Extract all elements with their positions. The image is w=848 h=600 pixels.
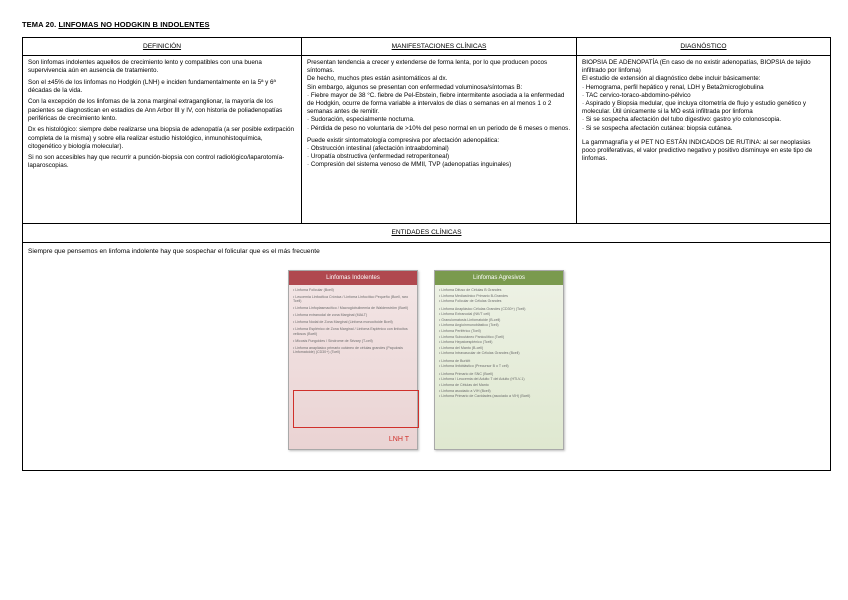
diagnostico-line: · TAC cervico-toraco-abdomino-pélvico <box>582 91 691 99</box>
manifestaciones-line: · Fiebre mayor de 38 °C. fiebre de Pel-Ebstein, fiebre intermitente asociada a la enfermedad de Hodgkin, ocurre de forma variable a intervalos de días o semanas en al menos 1 o 2 semanas antes de remitir. <box>307 91 565 116</box>
aggressive-item: • Linfoma Angioinmunoblástico (Tcell) <box>439 323 499 328</box>
diagnostico-line: El estudio de extensión al diagnóstico debe incluir básicamente: <box>582 75 761 83</box>
manifestaciones-line: · Uropatía obstructiva (enfermedad retroperitoneal) <box>307 153 450 161</box>
lnh-t-highlight-box <box>293 390 419 428</box>
indolent-item: • Linfoma Nodal de Zona Marginal (Linfoma monocitoide Bcell) <box>293 320 393 325</box>
aggressive-item: • Linfoma / Leucemia del Adulto T del Adulto (HTLV-1) <box>439 377 525 382</box>
manifestaciones-line: Sin embargo, algunos se presentan con enfermedad voluminosa/síntomas B: <box>307 83 523 91</box>
page-title-topic: LINFOMAS NO HODGKIN B INDOLENTES <box>58 20 210 29</box>
indolent-item: • Linfoma extranodal de zona Marginal (MALT) <box>293 313 368 318</box>
indolent-item: • Linfoma Folicular (Bcell) <box>293 288 334 292</box>
header-definicion: DEFINICIÓN <box>23 38 302 56</box>
entidades-header: ENTIDADES CLÍNICAS <box>23 224 831 243</box>
indolent-item: • Leucemia Linfocítica Crónica / Linfoma Linfocítico Pequeño (Bcell, raro Tcell) <box>293 295 409 304</box>
indolent-item: • Micosis Fungoides / Síndrome de Sézary (T-cell) <box>293 338 373 343</box>
aggressive-item: • Linfoma Mediastínico Primario B-Grandes <box>439 293 508 298</box>
aggressive-item: • Linfoma Periférico (Tcell) <box>439 328 481 333</box>
aggressive-item: • Linfoma de Burkitt <box>439 358 471 363</box>
manifestaciones-cell <box>302 56 577 224</box>
entidades-cell <box>23 243 831 471</box>
indolent-lymphomas-panel <box>288 270 418 450</box>
manifestaciones-line: · Obstrucción intestinal (afectación intraabdominal) <box>307 145 449 153</box>
definicion-cell <box>23 56 302 224</box>
aggressive-lymphomas-panel <box>434 270 564 450</box>
diagnostico-line: BIOPSIA DE ADENOPATÍA (En caso de no existir adenopatías, BIOPSIA de tejido infiltrado por linfoma) <box>582 59 811 75</box>
aggressive-item: • Linfoma Subcutáneo Paniculítico (Tcell) <box>439 334 505 339</box>
aggressive-item: • Linfoma Folicular de Células Grandes <box>439 299 502 304</box>
diagnostico-cell <box>577 56 831 224</box>
manifestaciones-line: De hecho, muchos ptes están asintomáticos al dx. <box>307 75 448 83</box>
page-title <box>22 20 210 29</box>
definicion-paragraph: Dx es histológico: siempre debe realizarse una biopsia de adenopatía (a ser posible extirpación completa de la misma) y sobre ella realizar estudio histológico, inmunohistoquímica, citogenético y biología molecular). <box>28 126 295 150</box>
aggressive-item: • Linfoma Extranodal (NK/T cell) <box>439 312 491 317</box>
aggressive-item: • Linfoma asociado a VIH (Bcell) <box>439 388 491 393</box>
aggressive-item: • Linfoma linfoblástico (Precursor B o T cell) <box>439 364 509 369</box>
page-title-prefix: TEMA 20. <box>22 20 59 29</box>
indolent-item: • Linfoma Esplénico de Zona Marginal / Linfoma Esplénico con linfocitos vellosos (Bcell) <box>293 327 408 336</box>
definicion-paragraph: Con la excepción de los linfomas de la zona marginal extraganglionar, la mayoría de los pacientes se diagnostican en estadios de Ann Arbor III y IV, con historia de poliadenopatías periféricas de crecimiento lento. <box>28 98 283 122</box>
diagnostico-line: · Si se sospecha afectación cutánea: biopsia cutánea. <box>582 124 733 132</box>
manifestaciones-line: Puede existir sintomatología compresiva por afectación adenopática: <box>307 136 500 144</box>
aggressive-item: • Linfoma del Manto (B-cell) <box>439 345 484 350</box>
lymphoma-classification-figure <box>288 270 568 450</box>
diagnostico-line: La gammagrafía y el PET NO ESTÁN INDICADOS DE RUTINA: al ser neoplasias poco proliferativas, el valor predictivo negativo y positivo disminuye en este tipo de linfomas. <box>582 138 813 163</box>
manifestaciones-line: · Compresión del sistema venoso de MMII, TVP (adenopatías inguinales) <box>307 161 512 169</box>
aggressive-item: • Linfoma Hepatoesplénico (Tcell) <box>439 340 493 345</box>
header-diagnostico: DIAGNÓSTICO <box>577 38 831 56</box>
indolent-item: • Linfoma Linfoplasmacítico / Macroglobulinemia de Waldenström (Bcell) <box>293 306 409 311</box>
aggressive-item: • Linfoma Primario de Cavidades (asociado a VIH) (Bcell) <box>439 394 531 399</box>
aggressive-item: • Linfoma Intravascular de Células Grandes (Bcell) <box>439 351 520 356</box>
aggressive-item: • Linfoma Difuso de Células B Grandes <box>439 288 502 292</box>
header-manifestaciones: MANIFESTACIONES CLÍNICAS <box>302 38 577 56</box>
manifestaciones-line: · Sudoración, especialmente nocturna. <box>307 116 415 124</box>
aggressive-panel-title: Linfomas Agresivos <box>435 271 563 285</box>
aggressive-item: • Granulomatosis Linfomatoide (B-cell) <box>439 317 501 322</box>
summary-table <box>22 37 831 471</box>
definicion-paragraph: Son linfomas indolentes aquellos de crecimiento lento y compatibles con una buena supervivencia aún en ausencia de tratamiento. <box>28 59 262 75</box>
definicion-paragraph: Si no son accesibles hay que recurrir a punción-biopsia con control radiológico/laparotomía-laparoscopias. <box>28 154 285 170</box>
manifestaciones-line: Presentan tendencia a crecer y extenderse de forma lenta, por lo que producen pocos síntomas. <box>307 59 548 75</box>
aggressive-item: • Linfoma Anaplásico Células Grandes (CD30+) (Tcell) <box>439 306 526 311</box>
manifestaciones-line: · Pérdida de peso no voluntaria de >10% del peso normal en un periodo de 6 meses o menos. <box>307 124 571 132</box>
aggressive-item: • Linfoma de Células del Manto <box>439 382 489 387</box>
diagnostico-line: · Aspirado y Biopsia medular, que incluya citometría de flujo y estudio genético y molecular. Útil únicamente si la MO está infiltrada por linfoma <box>582 100 807 116</box>
indolent-item: • Linfoma anaplásico primario cutáneo de células grandes (Papulosis Linfomatoide) (CD30+) (Tcell) <box>293 345 403 355</box>
diagnostico-line: · Hemograma, perfil hepático y renal, LDH y Beta2microglobulina <box>582 83 764 91</box>
aggressive-item: • Linfoma Primario de SNC (Bcell) <box>439 371 494 376</box>
entidades-note: Siempre que pensemos en linfoma indolente hay que sospechar el folicular que es el más frecuente <box>28 248 320 255</box>
definicion-paragraph: Son el ±45% de los linfomas no Hodgkin (LNH) e inciden fundamentalmente en la 5ª y 6ª décadas de la vida. <box>28 78 276 94</box>
indolent-panel-title: Linfomas Indolentes <box>289 271 417 285</box>
diagnostico-line: · Si se sospecha afectación del tubo digestivo: gastro y/o colonoscopia. <box>582 116 782 124</box>
lnh-t-label: LNH T <box>388 436 409 443</box>
